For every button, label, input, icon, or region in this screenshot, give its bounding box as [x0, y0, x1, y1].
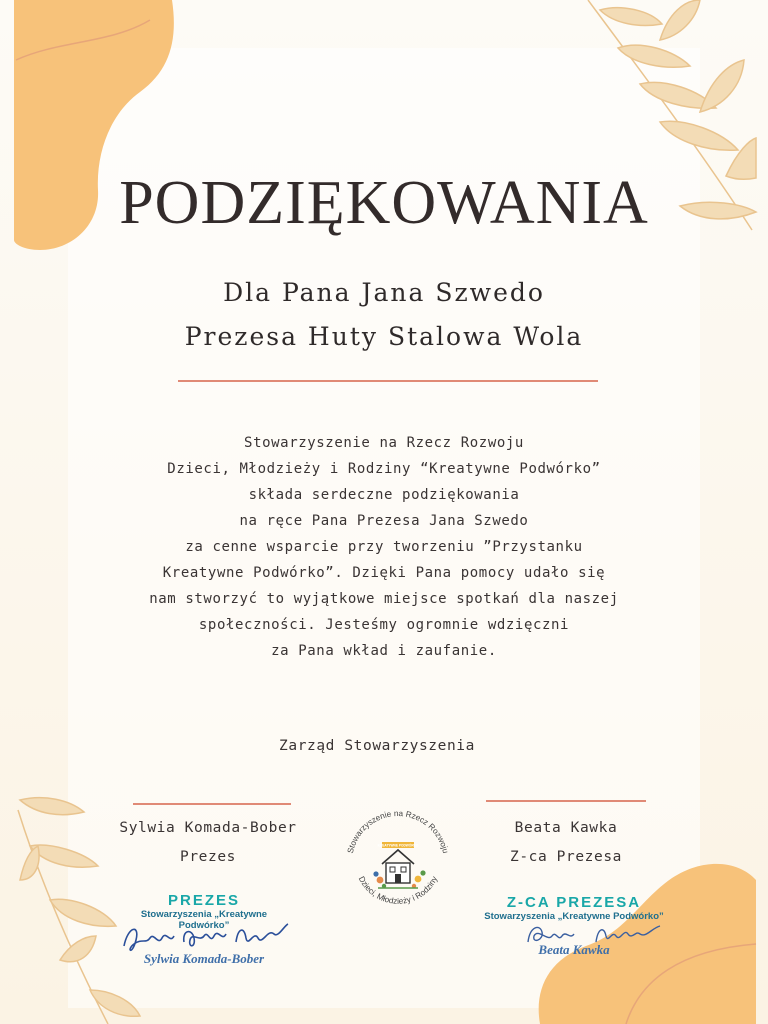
body-text	[84, 430, 684, 664]
body-line: Dzieci, Młodzieży i Rodziny “Kreatywne Podwórko”	[167, 461, 601, 477]
body-line: składa serdeczne podziękowania	[248, 487, 520, 503]
body-line: społeczności. Jesteśmy ogromnie wdzięczni	[198, 617, 570, 633]
stamp-name: Sylwia Komada-Bober	[143, 951, 265, 966]
right-signatory-role: Z-ca Prezesa	[510, 849, 622, 865]
association-logo	[338, 800, 458, 920]
right-signature-divider	[486, 800, 646, 802]
body-line: nam stworzyć to wyjątkowe miejsce spotkań dla naszej	[149, 591, 619, 607]
body-line: za cenne wsparcie przy tworzeniu ”Przystanku	[185, 539, 583, 555]
header-divider	[178, 380, 598, 382]
left-handwritten-signature	[118, 916, 298, 960]
certificate-title: PODZIĘKOWANIA	[119, 169, 649, 237]
recipient-line-1: Dla Pana Jana Szwedo	[223, 278, 545, 307]
stamp-organization: Stowarzyszenia „Kreatywne Podwórko”	[140, 909, 268, 931]
logo-ring-bottom-text: Dzieci, Młodzieży i Rodziny	[356, 874, 440, 906]
stamp-title: Z-CA PREZESA	[506, 894, 642, 911]
left-signatory-role: Prezes	[180, 849, 236, 865]
stamp-title: PREZES	[167, 892, 240, 909]
stamp-name: Beata Kawka	[538, 942, 610, 957]
recipient-line-2: Prezesa Huty Stalowa Wola	[184, 322, 584, 351]
logo-ring-top-text: Stowarzyszenie na Rzecz Rozwoju	[345, 808, 451, 855]
logo-banner-text: KREATYWNE PODWÓRKO	[377, 843, 419, 848]
body-line: Stowarzyszenie na Rzecz Rozwoju	[244, 435, 524, 451]
body-line: Kreatywne Podwórko”. Dzięki Pana pomocy udało się	[162, 565, 606, 581]
left-signature-divider	[133, 803, 291, 805]
right-handwritten-signature	[520, 918, 670, 952]
left-signatory-name: Sylwia Komada-Bober	[119, 820, 297, 836]
board-label: Zarząd Stowarzyszenia	[279, 738, 475, 754]
body-line: za Pana wkład i zaufanie.	[271, 643, 497, 659]
right-signatory-name: Beata Kawka	[514, 820, 618, 836]
stamp-organization: Stowarzyszenia „Kreatywne Podwórko”	[484, 911, 664, 922]
house-with-flowers-icon	[373, 842, 425, 888]
body-line: na ręce Pana Prezesa Jana Szwedo	[239, 513, 529, 529]
